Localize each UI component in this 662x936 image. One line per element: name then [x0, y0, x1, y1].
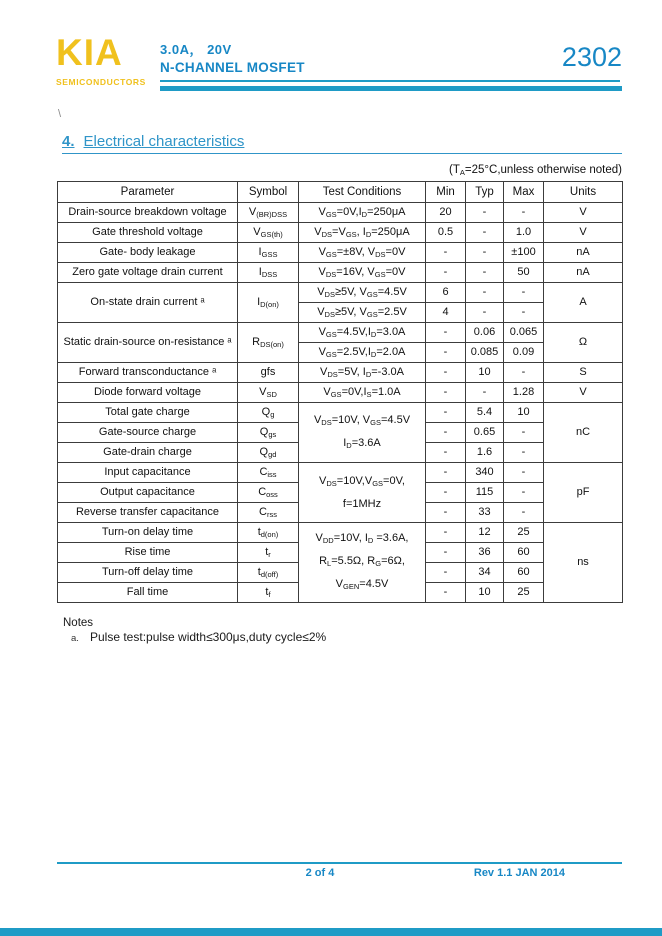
cell-symbol: $t_f$ [238, 583, 299, 603]
table-header-row [58, 182, 623, 203]
revision-label: Rev 1.1 JAN 2014 [473, 867, 565, 879]
cell-units: S [544, 363, 623, 383]
cell-parameter: Turn-off delay time [58, 563, 238, 583]
cell-units: nA [544, 243, 623, 263]
cell-parameter: Fall time [58, 583, 238, 603]
cell-units: nC [544, 403, 623, 463]
table-row [58, 363, 623, 383]
cell-min: - [426, 483, 466, 503]
col-header-min: Min [426, 182, 466, 203]
cell-parameter: Gate-drain charge [58, 443, 238, 463]
bottom-accent-bar [0, 928, 662, 936]
cell-units: ns [544, 523, 623, 603]
col-header-test-conditions: Test Conditions [299, 182, 426, 203]
header-rule-thick [160, 86, 622, 91]
note-text: Pulse test:pulse width≤300μs,duty cycle≤2% [90, 630, 327, 644]
cell-symbol: gfs [238, 363, 299, 383]
electrical-characteristics-table [57, 181, 623, 603]
cell-condition [299, 463, 426, 523]
cell-max: - [504, 503, 544, 523]
cell-units: nA [544, 263, 623, 283]
cell-condition: $V_{DS}\ge 5V$, $V_{GS}=2.5V$ [299, 303, 426, 323]
cell-units: V [544, 223, 623, 243]
cell-max: - [504, 283, 544, 303]
cell-max: - [504, 363, 544, 383]
col-header-units: Units [544, 182, 623, 203]
cell-min: - [426, 523, 466, 543]
cell-typ: - [466, 263, 504, 283]
cell-condition: $V_{DS}=16V$, $V_{GS}=0V$ [299, 263, 426, 283]
cell-symbol: $C_{oss}$ [238, 483, 299, 503]
cell-min: - [426, 323, 466, 343]
condition-line: $V_{DS}=10V,V_{GS}=0V$, [319, 474, 405, 488]
cell-symbol: $Q_{gs}$ [238, 423, 299, 443]
cell-symbol: $R_{DS(on)}$ [238, 323, 299, 363]
cell-parameter: Drain-source breakdown voltage [58, 203, 238, 223]
cell-min: - [426, 583, 466, 603]
cell-min: - [426, 423, 466, 443]
cell-min: - [426, 263, 466, 283]
cell-parameter: Diode forward voltage [58, 383, 238, 403]
cell-max: 0.09 [504, 343, 544, 363]
test-condition-note: ($T_A=25^\circ C,unless$ otherwise noted) [449, 164, 622, 177]
cell-max: 1.0 [504, 223, 544, 243]
table-row [58, 523, 623, 543]
cell-min: - [426, 563, 466, 583]
cell-typ: - [466, 203, 504, 223]
cell-symbol: $C_{iss}$ [238, 463, 299, 483]
cell-typ: 115 [466, 483, 504, 503]
cell-units: V [544, 383, 623, 403]
cell-min: - [426, 243, 466, 263]
cell-condition [299, 523, 426, 603]
cell-symbol: $C_{rss}$ [238, 503, 299, 523]
cell-typ: - [466, 223, 504, 243]
table-row [58, 203, 623, 223]
cell-symbol: $V_{(BR)DSS}$ [238, 203, 299, 223]
cell-max: 25 [504, 523, 544, 543]
col-header-symbol: Symbol [238, 182, 299, 203]
condition-line: $R_L=5.5\Omega$, $R_G=6\Omega$, [319, 555, 405, 568]
cell-parameter: Gate threshold voltage [58, 223, 238, 243]
kia-logo-text: KIA [56, 32, 123, 73]
cell-max: 1.28 [504, 383, 544, 403]
cell-symbol: $I_{DSS}$ [238, 263, 299, 283]
table-row [58, 223, 623, 243]
notes-title: Notes [63, 617, 94, 629]
cell-typ: 36 [466, 543, 504, 563]
cell-min: 4 [426, 303, 466, 323]
cell-symbol: $V_{SD}$ [238, 383, 299, 403]
section-number: 4. [62, 133, 75, 150]
device-summary [160, 39, 305, 75]
cell-symbol: $V_{GS(th)}$ [238, 223, 299, 243]
cell-symbol: $t_{d(on)}$ [238, 523, 299, 543]
cell-typ: 34 [466, 563, 504, 583]
cell-symbol: $I_{GSS}$ [238, 243, 299, 263]
cell-typ: - [466, 283, 504, 303]
section-title [62, 133, 622, 154]
condition-line: $V_{GEN}=4.5V$ [335, 578, 389, 591]
cell-symbol: $t_{d(off)}$ [238, 563, 299, 583]
cell-min: - [426, 343, 466, 363]
cell-min: 6 [426, 283, 466, 303]
col-header-parameter: Parameter [58, 182, 238, 203]
cell-typ: 12 [466, 523, 504, 543]
cell-min: - [426, 383, 466, 403]
cell-max: 0.065 [504, 323, 544, 343]
cell-max: 60 [504, 543, 544, 563]
cell-parameter: Output capacitance [58, 483, 238, 503]
kia-logo [56, 34, 146, 87]
col-header-max: Max [504, 182, 544, 203]
cell-max: - [504, 423, 544, 443]
cell-typ: 0.06 [466, 323, 504, 343]
table-row [58, 383, 623, 403]
table-row [58, 263, 623, 283]
col-header-typ: Typ [466, 182, 504, 203]
cell-typ: 10 [466, 363, 504, 383]
cell-symbol: $Q_g$ [238, 403, 299, 423]
cell-condition: $V_{DS}\ge 5V$, $V_{GS}=4.5V$ [299, 283, 426, 303]
condition-line: $V_{DS}=10V$, $V_{GS}=4.5V$ [313, 413, 411, 427]
cell-units: V [544, 203, 623, 223]
device-rating: 3.0A， 20V [160, 42, 232, 57]
cell-condition: $V_{GS}=4.5V,I_D=3.0A$ [299, 323, 426, 343]
device-type: N-CHANNEL MOSFET [160, 60, 305, 75]
table-row [58, 463, 623, 483]
cell-symbol: $Q_{gd}$ [238, 443, 299, 463]
header-rule-thin [160, 80, 620, 82]
cell-parameter: Turn-on delay time [58, 523, 238, 543]
cell-max: 25 [504, 583, 544, 603]
cell-min: - [426, 503, 466, 523]
cell-parameter: Forward transconductance ᵃ [58, 363, 238, 383]
cell-condition: $V_{DS}=V_{GS}$, $I_D=250\mu A$ [299, 223, 426, 243]
footer-rule [57, 862, 622, 864]
cell-condition: $V_{GS}=\pm 8V$, $V_{DS}=0V$ [299, 243, 426, 263]
table-row [58, 403, 623, 423]
part-number: 2302 [561, 42, 622, 72]
cell-units: pF [544, 463, 623, 523]
cell-parameter: Rise time [58, 543, 238, 563]
cell-parameter: On-state drain current ᵃ [58, 283, 238, 323]
cell-typ: - [466, 383, 504, 403]
cell-typ: 340 [466, 463, 504, 483]
cell-max: - [504, 463, 544, 483]
cell-min: 0.5 [426, 223, 466, 243]
condition-line: f=1MHz [342, 497, 382, 510]
cell-typ: 0.65 [466, 423, 504, 443]
cell-max: 10 [504, 403, 544, 423]
cell-max: - [504, 443, 544, 463]
stray-mark: \ [58, 108, 62, 120]
kia-logo-subtext: SEMICONDUCTORS [56, 77, 146, 87]
cell-typ: 1.6 [466, 443, 504, 463]
note-marker: a. [71, 633, 79, 644]
table-row [58, 283, 623, 303]
cell-min: - [426, 363, 466, 383]
cell-parameter: Input capacitance [58, 463, 238, 483]
cell-min: - [426, 463, 466, 483]
cell-symbol: $I_{D(on)}$ [238, 283, 299, 323]
condition-line: $V_{DD}=10V$, $I_D =3.6A$, [315, 532, 409, 545]
cell-max: ±100 [504, 243, 544, 263]
cell-parameter: Gate- body leakage [58, 243, 238, 263]
cell-min: - [426, 403, 466, 423]
table-row [58, 323, 623, 343]
cell-max: 50 [504, 263, 544, 283]
cell-min: - [426, 543, 466, 563]
cell-parameter: Static drain-source on-resistance ᵃ [58, 323, 238, 363]
section-title-text: Electrical characteristics [83, 133, 245, 150]
cell-typ: 33 [466, 503, 504, 523]
cell-min: 20 [426, 203, 466, 223]
cell-condition: $V_{GS}=0V,I_D=250\mu A$ [299, 203, 426, 223]
cell-parameter: Reverse transfer capacitance [58, 503, 238, 523]
cell-typ: 5.4 [466, 403, 504, 423]
cell-units: Ω [544, 323, 623, 363]
cell-condition: $V_{DS}=5V$, $I_D=-3.0A$ [299, 363, 426, 383]
cell-condition [299, 403, 426, 463]
cell-condition: $V_{GS}=0V,I_S=1.0A$ [299, 383, 426, 403]
cell-parameter: Total gate charge [58, 403, 238, 423]
cell-parameter: Gate-source charge [58, 423, 238, 443]
cell-typ: - [466, 243, 504, 263]
cell-parameter: Zero gate voltage drain current [58, 263, 238, 283]
cell-typ: - [466, 303, 504, 323]
cell-typ: 10 [466, 583, 504, 603]
cell-max: - [504, 203, 544, 223]
cell-typ: 0.085 [466, 343, 504, 363]
page-number: 2 of 4 [305, 867, 335, 879]
cell-min: - [426, 443, 466, 463]
cell-max: - [504, 483, 544, 503]
cell-symbol: $t_r$ [238, 543, 299, 563]
cell-max: - [504, 303, 544, 323]
cell-condition: $V_{GS}=2.5V,I_D=2.0A$ [299, 343, 426, 363]
table-row [58, 243, 623, 263]
condition-line: $I_D=3.6A$ [343, 436, 381, 450]
cell-max: 60 [504, 563, 544, 583]
cell-units: A [544, 283, 623, 323]
